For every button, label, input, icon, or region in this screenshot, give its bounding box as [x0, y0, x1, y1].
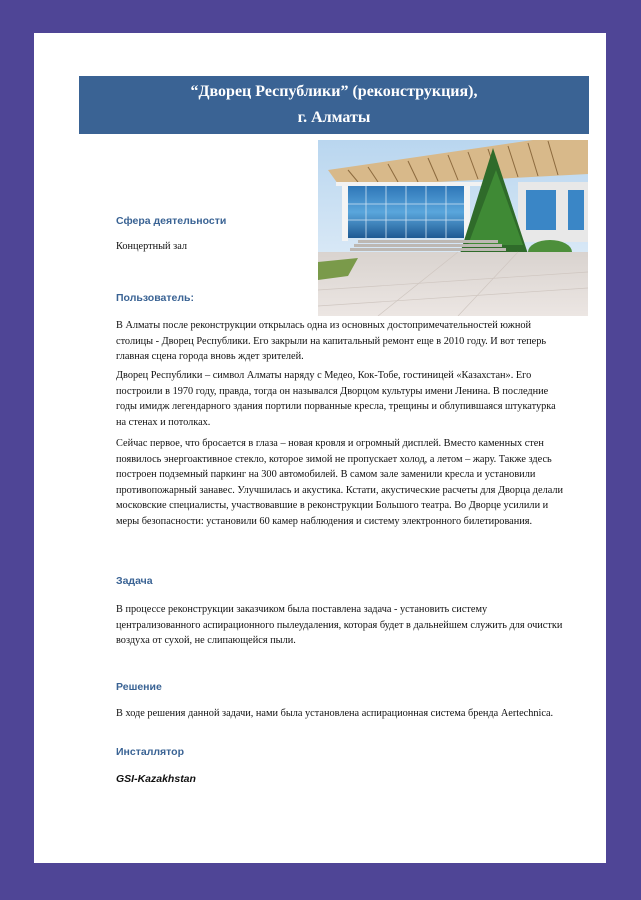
installer-name: GSI-Kazakhstan [116, 773, 196, 785]
title-banner [79, 76, 589, 134]
solution-heading: Решение [116, 681, 162, 693]
solution-text: В ходе решения данной задачи, нами была установлена аспирационная система бренда Aertechnica. [116, 708, 554, 719]
user-paragraph-2: Дворец Республики – символ Алматы наряду с Медео, Кок-Тобе, гостиницей «Казахстан». Его построили в 1970 году, правда, тогда он назывался Дворцом культуры имени Ленина. В последние годы имидж легендарного здания портили порванные кресла, трещины и облупившаяся штукатурка на стенах и потолках. [116, 370, 556, 428]
sphere-heading: Сфера деятельности [116, 215, 227, 227]
title-line-1: “Дворец Республики” (реконструкция), [190, 83, 478, 100]
palace-illustration [318, 140, 588, 316]
sphere-text: Концертный зал [116, 241, 187, 252]
user-heading: Пользователь: [116, 292, 194, 304]
document-page [34, 33, 606, 863]
user-paragraph-1: В Алматы после реконструкции открылась одна из основных достопримечательностей южной столицы - Дворец Республики. Его закрыли на капитальный ремонт еще в 2010 году. И вот теперь главная сцена города вновь ждет зрителей. [116, 320, 547, 362]
building-photo [318, 140, 588, 316]
title-line-2: г. Алматы [297, 109, 371, 126]
installer-heading: Инсталлятор [116, 746, 185, 758]
task-heading: Задача [116, 575, 153, 587]
task-text: В процессе реконструкции заказчиком была поставлена задача - установить систему централизованного аспирационного пылеудаления, которая будет в дальнейшем служить для очистки воздуха от сухой, не слипающейся пыли. [116, 604, 563, 646]
user-paragraph-3: Сейчас первое, что бросается в глаза – новая кровля и огромный дисплей. Вместо каменных стен появилось энергоактивное стекло, которое зимой не пропускает холод, а летом – жару. Также здесь построен подземный паркинг на 300 автомобилей. В самом зале заменили кресла и установили противопожарный занавес. Улучшилась и акустика. Кстати, акустические расчеты для Дворца делали московские специалисты, участвовавшие в реконструкции Большого театра. Во Дворце усилили и меры безопасности: установили 60 камер наблюдения и систему электронного билетирования. [116, 438, 564, 527]
